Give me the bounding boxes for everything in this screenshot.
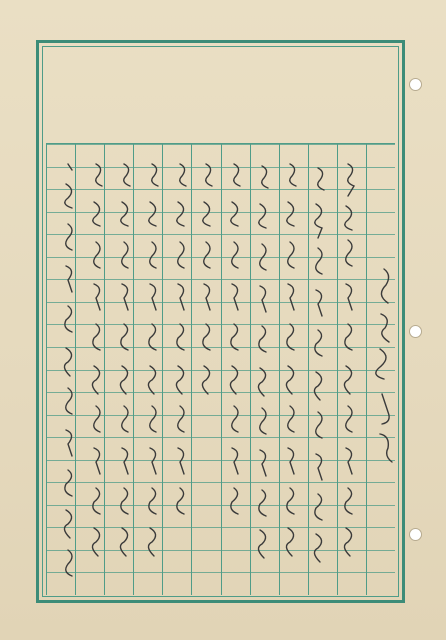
binding-hole-bottom: [409, 528, 422, 541]
binding-hole-middle: [409, 325, 422, 338]
handwriting-column-9: [120, 164, 130, 556]
handwriting-column-1: [344, 164, 354, 556]
handwriting-column-5: [230, 164, 240, 514]
genkou-grid: [46, 144, 395, 595]
handwriting-column-4: [258, 166, 268, 558]
genkou-frame: [36, 40, 405, 603]
handwriting-title-column: [376, 269, 392, 462]
header-band: [46, 50, 395, 144]
binding-hole-top: [409, 78, 422, 91]
handwriting-column-2: [314, 168, 324, 562]
handwriting-column-8: [148, 164, 158, 556]
handwriting-column-7: [176, 164, 186, 514]
handwriting: [46, 144, 395, 595]
handwriting-column-11: [64, 164, 72, 576]
handwriting-column-6: [202, 164, 212, 394]
handwriting-column-3: [286, 164, 296, 556]
handwriting-column-10: [92, 164, 102, 556]
